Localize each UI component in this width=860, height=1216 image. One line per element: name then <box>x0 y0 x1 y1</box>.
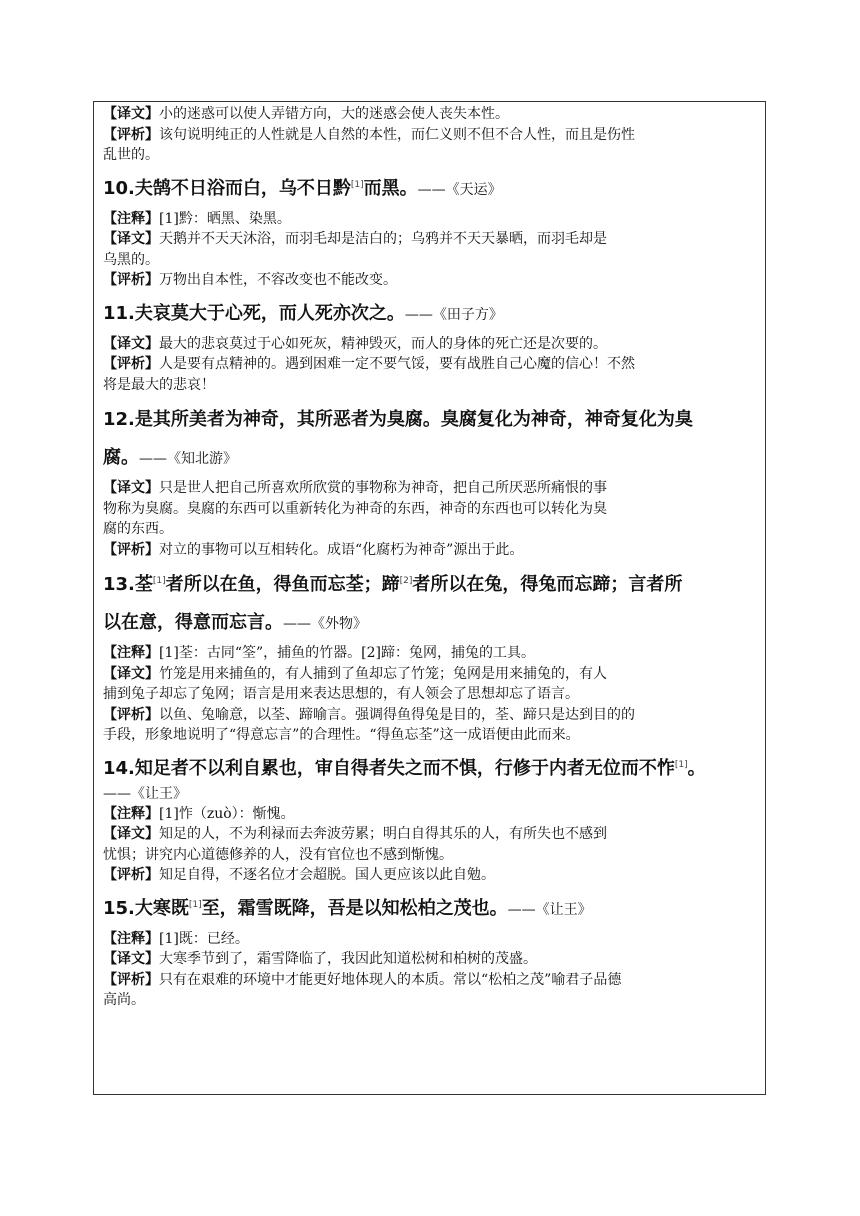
analysis-text: 只有在艰难的环境中才能更好地体现人的本质。常以“松柏之茂”喻君子品德 <box>159 971 622 988</box>
analysis-text: 万物出自本性，不容改变也不能改变。 <box>159 272 397 288</box>
footnote-marker: [1] <box>152 576 166 586</box>
footnote-marker: [1] <box>188 899 202 910</box>
translation-label: 【译文】 <box>103 106 159 122</box>
analysis-text: 对立的事物可以互相转化。成语“化腐朽为神奇”源出于此。 <box>159 541 524 558</box>
source-citation: ——《外物》 <box>283 616 367 632</box>
heading-text: 而黑。 <box>363 177 418 199</box>
translation-text: 大寒季节到了，霜雪降临了，我因此知道松树和柏树的茂盛。 <box>159 951 537 967</box>
note-text: [1]黔：晒黑、染黑。 <box>159 210 291 227</box>
analysis-line <box>103 865 757 886</box>
heading-text: 15.大寒既 <box>103 897 189 919</box>
intro-analysis-cont: 乱世的。 <box>103 147 159 163</box>
translation-label: 【译文】 <box>103 480 159 496</box>
note-label: 【注释】 <box>103 645 159 661</box>
note-line <box>103 929 757 950</box>
quote-heading-13-cont <box>103 610 757 637</box>
analysis-label: 【评析】 <box>103 541 159 558</box>
analysis-line <box>103 705 757 726</box>
analysis-label: 【评析】 <box>103 126 159 143</box>
translation-label: 【译文】 <box>103 951 159 967</box>
translation-text: 只是世人把自己所喜欢所欣赏的事物称为神奇，把自己所厌恶所痛恨的事 <box>159 480 607 496</box>
translation-text: 天鹅并不天天沐浴，而羽毛却是洁白的；乌鸦并不天天暴晒，而羽毛却是 <box>159 231 607 247</box>
quote-heading-14 <box>103 756 757 782</box>
translation-label: 【译文】 <box>103 826 159 842</box>
translation-label: 【译文】 <box>103 665 159 682</box>
quote-heading-12: 12.是其所美者为神奇，其所恶者为臭腐。臭腐复化为神奇，神奇复化为臭 <box>103 409 693 430</box>
note-text: [1]既：已经。 <box>159 930 249 947</box>
content-box <box>93 101 766 1095</box>
quote-heading-15 <box>103 896 757 923</box>
note-line <box>103 209 757 230</box>
source-citation: ——《知北游》 <box>139 451 237 467</box>
heading-text: 者所以在兔，得兔而忘蹄；言者所 <box>412 574 683 595</box>
heading-text: 14.知足者不以利自累也，审自得者失之而不惧，行修于内者无位而不怍 <box>103 757 675 779</box>
analysis-line <box>103 540 757 561</box>
heading-text: 10.夫鹄不日浴而白，乌不日黔 <box>103 177 351 199</box>
analysis-label: 【评析】 <box>103 971 159 988</box>
analysis-cont: 将是最大的悲哀！ <box>103 376 215 393</box>
note-text: [1]荃：古同“筌”，捕鱼的竹器。[2]蹄：兔网，捕兔的工具。 <box>159 645 535 661</box>
heading-text: 以在意，得意而忘言。 <box>103 612 283 633</box>
note-label: 【注释】 <box>103 805 159 822</box>
source-citation: ——《让王》 <box>103 785 187 802</box>
analysis-label: 【评析】 <box>103 272 159 288</box>
translation-label: 【译文】 <box>103 335 159 352</box>
note-label: 【注释】 <box>103 210 159 227</box>
quote-heading-12-cont <box>103 445 757 472</box>
heading-text: 。 <box>687 757 706 779</box>
translation-line <box>103 664 757 685</box>
analysis-text: 知足自得，不逐名位才会超脱。国人更应该以此自勉。 <box>159 867 495 883</box>
quote-heading-11 <box>103 301 757 328</box>
analysis-line <box>103 354 757 375</box>
translation-cont: 忧惧；讲究内心道德修养的人，没有官位也不感到惭愧。 <box>103 846 453 863</box>
heading-text: 者所以在鱼，得鱼而忘荃；蹄 <box>165 574 400 595</box>
heading-text: 腐。 <box>103 447 139 468</box>
footnote-marker: [2] <box>399 576 413 586</box>
analysis-cont: 手段，形象地说明了“得意忘言”的合理性。“得鱼忘荃”这一成语便由此而来。 <box>103 727 580 743</box>
quote-heading-10 <box>103 176 757 203</box>
analysis-line <box>103 270 757 291</box>
note-text: [1]怍（zuò）：惭愧。 <box>159 805 295 822</box>
translation-line <box>103 229 757 250</box>
translation-cont: 腐的东西。 <box>103 521 173 537</box>
analysis-label: 【评析】 <box>103 356 159 372</box>
analysis-text: 该句说明纯正的人性就是人自然的本性，而仁义则不但不合人性，而且是伤性 <box>159 126 635 143</box>
translation-text: 竹笼是用来捕鱼的，有人捕到了鱼却忘了竹笼；兔网是用来捕兔的，有人 <box>159 665 607 682</box>
translation-label: 【译文】 <box>103 231 159 247</box>
heading-text: 至，霜雪既降，吾是以知松柏之茂也。 <box>201 897 508 919</box>
analysis-line <box>103 970 757 991</box>
note-label: 【注释】 <box>103 930 159 947</box>
translation-cont: 捕到兔子却忘了兔网；语言是用来表达思想的，有人领会了思想却忘了语言。 <box>103 686 579 702</box>
analysis-cont: 高尚。 <box>103 992 145 1008</box>
source-citation: ——《田子方》 <box>404 306 503 323</box>
translation-text: 最大的悲哀莫过于心如死灰，精神毁灭，而人的身体的死亡还是次要的。 <box>159 335 607 352</box>
analysis-label: 【评析】 <box>103 706 159 723</box>
footnote-marker: [1] <box>350 179 364 190</box>
translation-line <box>103 334 757 355</box>
translation-cont: 乌黑的。 <box>103 251 159 268</box>
translation-line <box>103 824 757 845</box>
translation-line <box>103 949 757 970</box>
heading-text: 13.荃 <box>103 574 153 595</box>
analysis-text: 以鱼、兔喻意，以荃、蹄喻言。强调得鱼得兔是目的，荃、蹄只是达到目的的 <box>159 706 635 723</box>
note-line <box>103 643 757 664</box>
source-citation: ——《让王》 <box>507 901 592 918</box>
intro-translation <box>103 104 757 125</box>
translation-cont: 物称为臭腐。臭腐的东西可以重新转化为神奇的东西，神奇的东西也可以转化为臭 <box>103 500 607 517</box>
source-citation: ——《天运》 <box>417 181 502 198</box>
translation-text: 小的迷惑可以使人弄错方向，大的迷惑会使人丧失本性。 <box>159 106 509 122</box>
heading-text: 11.夫哀莫大于心死，而人死亦次之。 <box>103 302 405 324</box>
translation-line <box>103 478 757 499</box>
quote-heading-13 <box>103 560 757 610</box>
note-line <box>103 804 757 825</box>
translation-text: 知足的人，不为利禄而去奔波劳累；明白自得其乐的人，有所失也不感到 <box>159 826 607 842</box>
footnote-marker: [1] <box>674 759 688 770</box>
intro-analysis <box>103 125 757 146</box>
analysis-label: 【评析】 <box>103 867 159 883</box>
analysis-text: 人是要有点精神的。遇到困难一定不要气馁，要有战胜自己心魔的信心！不然 <box>159 356 635 372</box>
